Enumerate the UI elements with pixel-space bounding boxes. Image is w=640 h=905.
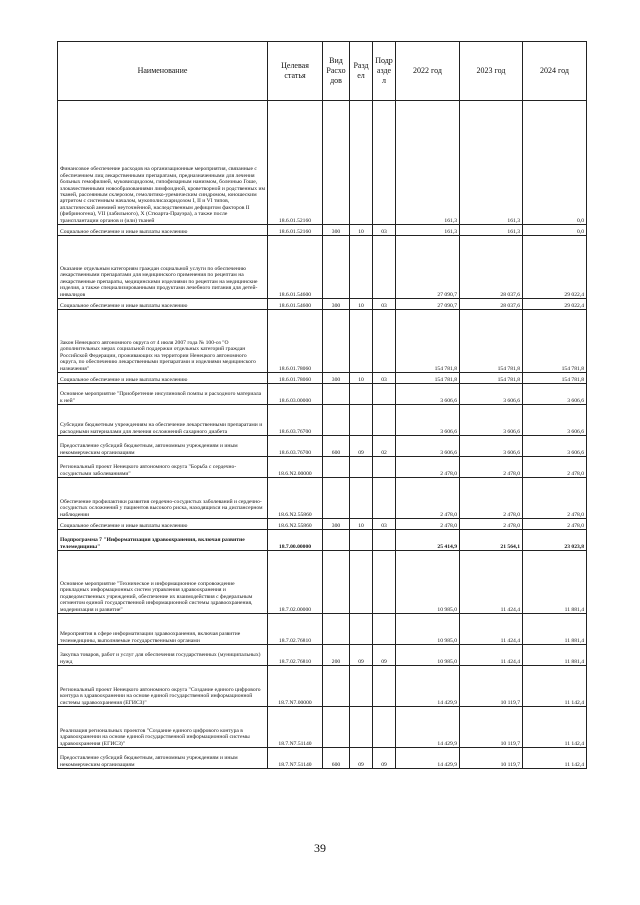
cell-target: 18.6.03.76700	[268, 405, 323, 436]
cell-expense-type: 300	[323, 299, 350, 310]
cell-name: Основное мероприятие "Техническое и информационное сопровождение прикладных информационных систем управления здравоохранения и подведомственных учреждений, обеспечение их взаимодействия с федеральным сегментом единой государственной информационной системы здравоохранения, модернизация и развитие"	[58, 551, 268, 614]
cell-subsection	[373, 310, 396, 373]
cell-expense-type: 300	[323, 519, 350, 530]
cell-target: 18.7.N7.00000	[268, 666, 323, 707]
header-name: Наименование	[58, 42, 268, 101]
cell-expense-type	[323, 666, 350, 707]
cell-name: Оказание отдельным категориям граждан социальной услуги по обеспечению лекарственными препаратами для медицинского применения по рецептам на лекарственные препараты, медицинскими изделиями по рецептам на медицинские изделия, а также специализированными продуктами лечебного питания для детей-инвалидов	[58, 236, 268, 299]
cell-expense-type	[323, 236, 350, 299]
cell-target: 18.6.N2.55860	[268, 478, 323, 519]
cell-subsection	[373, 666, 396, 707]
cell-subsection	[373, 384, 396, 405]
cell-2024: 29 022,4	[523, 299, 587, 310]
cell-2023: 3 606,6	[460, 384, 523, 405]
cell-2022: 14 429,9	[396, 666, 460, 707]
cell-subsection: 02	[373, 436, 396, 457]
cell-2022: 25 414,9	[396, 530, 460, 551]
cell-subsection	[373, 530, 396, 551]
cell-expense-type: 600	[323, 436, 350, 457]
cell-2024: 2 478,0	[523, 519, 587, 530]
cell-2023: 10 119,7	[460, 748, 523, 769]
table-row	[58, 666, 587, 707]
cell-expense-type	[323, 310, 350, 373]
cell-subsection: 03	[373, 519, 396, 530]
cell-2022: 2 478,0	[396, 478, 460, 519]
cell-subsection	[373, 405, 396, 436]
cell-section	[350, 707, 373, 748]
table-row	[58, 748, 587, 769]
cell-section	[350, 478, 373, 519]
cell-expense-type: 200	[323, 645, 350, 666]
table-row	[58, 519, 587, 530]
cell-2023: 11 424,4	[460, 614, 523, 645]
cell-expense-type	[323, 551, 350, 614]
cell-subsection: 09	[373, 645, 396, 666]
cell-2024: 11 142,4	[523, 666, 587, 707]
cell-expense-type	[323, 614, 350, 645]
cell-2022: 14 429,9	[396, 707, 460, 748]
table-row	[58, 299, 587, 310]
cell-section	[350, 310, 373, 373]
cell-expense-type	[323, 384, 350, 405]
cell-2022: 10 985,0	[396, 614, 460, 645]
cell-2022: 161,3	[396, 225, 460, 236]
cell-subsection	[373, 236, 396, 299]
cell-target: 18.6.03.76700	[268, 436, 323, 457]
cell-expense-type: 300	[323, 225, 350, 236]
header-target: Целевая статья	[268, 42, 323, 101]
cell-name: Мероприятия в сфере информатизации здравоохранения, включая развитие телемедицины, выполняемые государственными органами	[58, 614, 268, 645]
cell-target: 18.7.N7.51140	[268, 748, 323, 769]
table-row	[58, 225, 587, 236]
cell-section: 09	[350, 645, 373, 666]
table-row	[58, 384, 587, 405]
cell-2024: 11 881,4	[523, 551, 587, 614]
cell-section	[350, 405, 373, 436]
table-row	[58, 236, 587, 299]
cell-subsection	[373, 551, 396, 614]
cell-2022: 2 478,0	[396, 519, 460, 530]
cell-section	[350, 530, 373, 551]
cell-section	[350, 384, 373, 405]
cell-target: 18.6.01.52160	[268, 101, 323, 225]
cell-2024: 23 023,8	[523, 530, 587, 551]
header-section: Разд ел	[350, 42, 373, 101]
cell-name: Обеспечение профилактики развития сердечно-сосудистых заболеваний и сердечно-сосудистых осложнений у пациентов высокого риска, находящихся на диспансерном наблюдении	[58, 478, 268, 519]
cell-2022: 154 781,8	[396, 373, 460, 384]
cell-expense-type	[323, 707, 350, 748]
cell-2024: 11 142,4	[523, 707, 587, 748]
cell-name: Региональный проект Ненецкого автономного округа "Борьба с сердечно-сосудистыми заболеваниями"	[58, 457, 268, 478]
cell-name: Социальное обеспечение и иные выплаты населению	[58, 519, 268, 530]
cell-expense-type	[323, 457, 350, 478]
cell-target: 18.6.N2.00000	[268, 457, 323, 478]
cell-expense-type	[323, 405, 350, 436]
header-2022: 2022 год	[396, 42, 460, 101]
cell-target: 18.7.N7.51140	[268, 707, 323, 748]
cell-2024: 11 881,4	[523, 614, 587, 645]
cell-target: 18.6.01.78060	[268, 373, 323, 384]
cell-2023: 154 781,8	[460, 373, 523, 384]
cell-2024: 0,0	[523, 225, 587, 236]
cell-2022: 3 606,6	[396, 405, 460, 436]
cell-section	[350, 236, 373, 299]
cell-section	[350, 666, 373, 707]
cell-2024: 154 781,8	[523, 310, 587, 373]
cell-name: Подпрограмма 7 "Информатизация здравоохранения, включая развитие телемедицины"	[58, 530, 268, 551]
cell-name: Предоставление субсидий бюджетным, автономным учреждениям и иным некоммерческим организациям	[58, 436, 268, 457]
cell-target: 18.7.02.76810	[268, 645, 323, 666]
cell-subsection: 03	[373, 373, 396, 384]
cell-section	[350, 457, 373, 478]
cell-subsection	[373, 101, 396, 225]
header-expense-type: Вид Расхо дов	[323, 42, 350, 101]
cell-2024: 29 022,4	[523, 236, 587, 299]
budget-table	[57, 41, 587, 769]
cell-section	[350, 101, 373, 225]
cell-section: 09	[350, 436, 373, 457]
cell-name: Основное мероприятие "Приобретение инсулиновой помпы и расходного материала к ней"	[58, 384, 268, 405]
cell-2022: 3 606,6	[396, 384, 460, 405]
cell-section	[350, 551, 373, 614]
cell-2023: 2 478,0	[460, 457, 523, 478]
table-row	[58, 478, 587, 519]
cell-subsection	[373, 614, 396, 645]
cell-name: Предоставление субсидий бюджетным, автономным учреждениям и иным некоммерческим организациям	[58, 748, 268, 769]
cell-name: Социальное обеспечение и иные выплаты населению	[58, 299, 268, 310]
table-row	[58, 551, 587, 614]
cell-section: 09	[350, 748, 373, 769]
cell-section: 10	[350, 519, 373, 530]
cell-2023: 3 606,6	[460, 405, 523, 436]
cell-2023: 10 119,7	[460, 707, 523, 748]
cell-2023: 2 478,0	[460, 478, 523, 519]
cell-2023: 11 424,4	[460, 551, 523, 614]
page-number: 39	[314, 841, 326, 855]
table-row	[58, 457, 587, 478]
cell-name: Социальное обеспечение и иные выплаты населению	[58, 225, 268, 236]
cell-name: Региональный проект Ненецкого автономного округа "Создание единого цифрового контура в здравоохранении на основе единой государственной информационной системы здравоохранения (ЕГИСЗ)"	[58, 666, 268, 707]
cell-name: Реализация региональных проектов "Создание единого цифрового контура в здравоохранении на основе единой государственной информационной системы здравоохранения (ЕГИСЗ)"	[58, 707, 268, 748]
table-row	[58, 101, 587, 225]
header-subsection: Подр азде л	[373, 42, 396, 101]
cell-subsection: 03	[373, 299, 396, 310]
cell-section: 10	[350, 299, 373, 310]
cell-2024: 154 781,8	[523, 373, 587, 384]
cell-2022: 10 985,0	[396, 645, 460, 666]
cell-2022: 2 478,0	[396, 457, 460, 478]
cell-name: Закон Ненецкого автономного округа от 4 июля 2007 года № 100-оз "О дополнительных мерах социальной поддержки отдельных категорий граждан Российской Федерации, проживающих на территории Ненецкого автономного округа, по обеспечению лекарственными препаратами и изделиями медицинского назначения"	[58, 310, 268, 373]
cell-2024: 3 606,6	[523, 436, 587, 457]
cell-name: Субсидии бюджетным учреждениям на обеспечение лекарственными препаратами и расходными материалами для лечения осложнений сахарного диабета	[58, 405, 268, 436]
cell-2023: 161,3	[460, 225, 523, 236]
cell-2023: 28 037,6	[460, 299, 523, 310]
cell-2024: 11 142,4	[523, 748, 587, 769]
cell-target: 18.6.03.00000	[268, 384, 323, 405]
cell-target: 18.6.01.52160	[268, 225, 323, 236]
table-row	[58, 645, 587, 666]
table-row	[58, 530, 587, 551]
cell-2023: 2 478,0	[460, 519, 523, 530]
cell-target: 18.7.02.76810	[268, 614, 323, 645]
table-row	[58, 373, 587, 384]
cell-2024: 2 478,0	[523, 457, 587, 478]
table-row	[58, 405, 587, 436]
cell-2024: 11 881,4	[523, 645, 587, 666]
table-body	[58, 101, 587, 769]
cell-2022: 3 606,6	[396, 436, 460, 457]
cell-2022: 27 090,7	[396, 236, 460, 299]
cell-2023: 21 564,1	[460, 530, 523, 551]
cell-section	[350, 614, 373, 645]
cell-subsection: 03	[373, 225, 396, 236]
cell-2023: 11 424,4	[460, 645, 523, 666]
table-row	[58, 614, 587, 645]
table-row	[58, 436, 587, 457]
header-row	[58, 42, 587, 101]
cell-subsection	[373, 457, 396, 478]
cell-expense-type	[323, 101, 350, 225]
cell-subsection	[373, 707, 396, 748]
cell-name: Финансовое обеспечение расходов на организационные мероприятия, связанные с обеспечением лиц лекарственными препаратами, предназначенными для лечения больных гемофилией, муковисцидозом, гипофизарным нанизмом, болезнью Гоше, злокачественными новообразованиями лимфоидной, кроветворной и родственных им тканей, рассеянным склерозом, гемолитико-уремическим синдромом, юношеским артритом с системным началом, мукополисахаридозом I, II и VI типов, апластической анемией неуточнённой, наследственным дефицитом факторов II (фибриногена), VII (лабильного), X (Стюарта-Прауэра), а также после трансплантации органов и (или) тканей	[58, 101, 268, 225]
cell-target: 18.6.01.54600	[268, 236, 323, 299]
cell-2023: 161,3	[460, 101, 523, 225]
cell-target: 18.6.N2.55860	[268, 519, 323, 530]
cell-expense-type: 600	[323, 748, 350, 769]
table-row	[58, 310, 587, 373]
cell-2022: 14 429,9	[396, 748, 460, 769]
cell-subsection	[373, 478, 396, 519]
cell-2023: 28 037,6	[460, 236, 523, 299]
cell-expense-type: 300	[323, 373, 350, 384]
cell-target: 18.6.01.78060	[268, 310, 323, 373]
cell-expense-type	[323, 530, 350, 551]
cell-section: 10	[350, 373, 373, 384]
header-2024: 2024 год	[523, 42, 587, 101]
cell-2023: 154 781,8	[460, 310, 523, 373]
cell-2023: 3 606,6	[460, 436, 523, 457]
cell-expense-type	[323, 478, 350, 519]
cell-target: 18.7.02.00000	[268, 551, 323, 614]
cell-2024: 0,0	[523, 101, 587, 225]
cell-2022: 27 090,7	[396, 299, 460, 310]
cell-target: 18.7.00.00000	[268, 530, 323, 551]
cell-2024: 3 606,6	[523, 384, 587, 405]
cell-2022: 10 985,0	[396, 551, 460, 614]
cell-name: Социальное обеспечение и иные выплаты населению	[58, 373, 268, 384]
cell-2024: 2 478,0	[523, 478, 587, 519]
header-2023: 2023 год	[460, 42, 523, 101]
cell-2024: 3 606,6	[523, 405, 587, 436]
cell-2022: 154 781,8	[396, 310, 460, 373]
cell-subsection: 09	[373, 748, 396, 769]
cell-name: Закупка товаров, работ и услуг для обеспечения государственных (муниципальных) нужд	[58, 645, 268, 666]
cell-2023: 10 119,7	[460, 666, 523, 707]
cell-2022: 161,3	[396, 101, 460, 225]
cell-section: 10	[350, 225, 373, 236]
cell-target: 18.6.01.54600	[268, 299, 323, 310]
table-row	[58, 707, 587, 748]
